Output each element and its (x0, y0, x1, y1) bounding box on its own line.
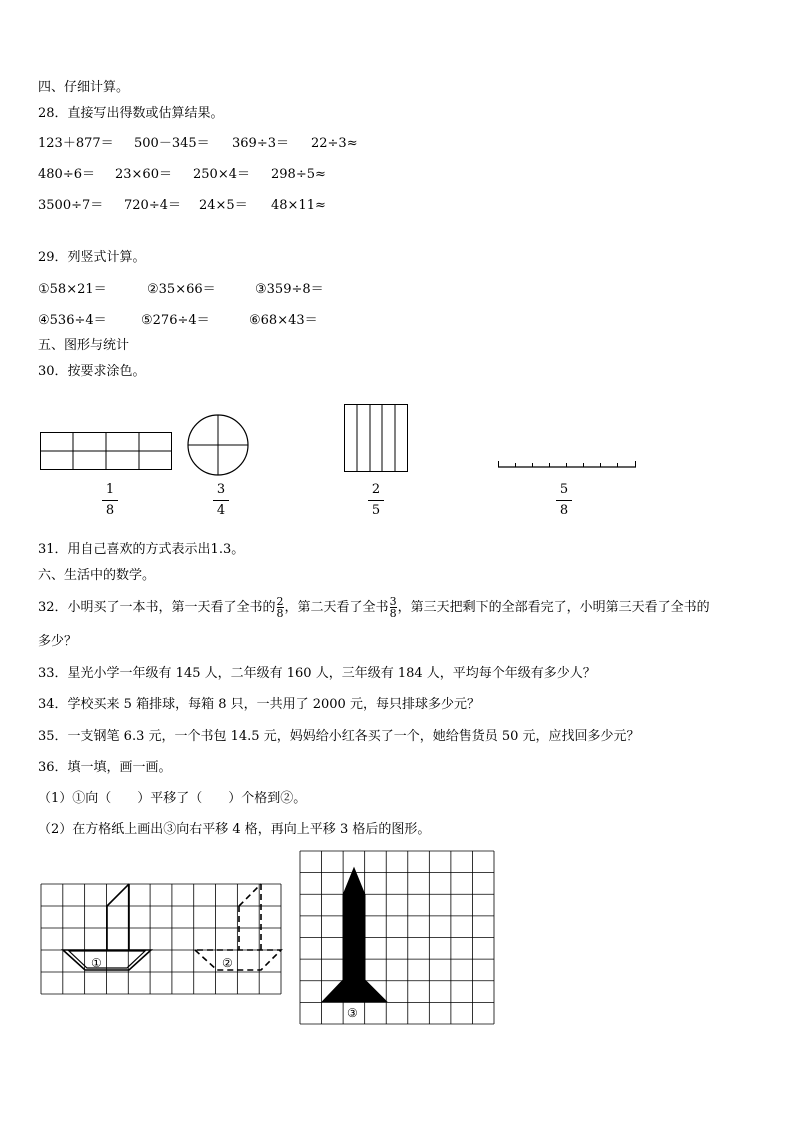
grid-paper-right (300, 851, 494, 1024)
fraction-denominator: 5 (371, 503, 381, 518)
rectangle-8-parts-shape (40, 432, 172, 470)
fraction-numerator: 2 (371, 482, 381, 497)
q28-expr: 369÷3＝ (232, 136, 289, 151)
q36-sub1: （1）①向（ ）平移了（ ）个格到②。 (38, 791, 307, 806)
q28-expr: 500－345＝ (134, 136, 210, 151)
q33-text: 33．星光小学一年级有 145 人，二年级有 160 人，三年级有 184 人，平均每个年级有多少人？ (38, 666, 596, 681)
q31-text: 31．用自己喜欢的方式表示出1.3。 (38, 542, 245, 557)
q29-title: 29．列竖式计算。 (38, 250, 146, 265)
q32-part1: 32．小明买了一本书，第一天看了全书的 (38, 600, 276, 615)
q28-expr: 250×4＝ (193, 167, 250, 182)
q29-expr: ⑥68×43＝ (249, 313, 318, 328)
q28-expr: 298÷5≈ (271, 167, 326, 182)
section-4-heading: 四、仔细计算。 (38, 80, 130, 95)
fraction-denominator: 8 (276, 607, 284, 620)
q32-fraction-2 (390, 596, 397, 619)
boat-shape-1 (63, 884, 151, 970)
shape-label-3: ③ (347, 1006, 358, 1020)
q28-expr: 123＋877＝ (38, 136, 114, 151)
q28-expr: 3500÷7＝ (38, 198, 104, 213)
section-5-heading: 五、图形与统计 (38, 338, 130, 353)
q36-title: 36．填一填，画一画。 (38, 760, 172, 775)
section-6-heading: 六、生活中的数学。 (38, 568, 156, 583)
fraction-numerator: 3 (216, 482, 226, 497)
q28-expr: 480÷6＝ (38, 167, 95, 182)
segment-line-shape (498, 458, 638, 470)
q28-expr: 22÷3≈ (311, 136, 358, 151)
q32-fraction-1 (277, 596, 284, 619)
fraction-denominator: 8 (389, 607, 397, 620)
q28-expr: 48×11≈ (271, 198, 326, 213)
q29-expr: ⑤276÷4＝ (141, 313, 210, 328)
grid-paper-left (41, 884, 281, 994)
shape-label-1: ① (91, 956, 102, 970)
fraction-denominator: 8 (105, 503, 115, 518)
q29-expr: ④536÷4＝ (38, 313, 107, 328)
q28-title: 28．直接写出得数或估算结果。 (38, 106, 224, 121)
q32-text (38, 596, 710, 619)
fraction-denominator: 4 (216, 503, 226, 518)
fraction-label (100, 482, 120, 519)
q29-expr: ②35×66＝ (147, 282, 216, 297)
q32-line2: 多少？ (38, 634, 78, 649)
q29-expr: ①58×21＝ (38, 282, 107, 297)
q28-expr: 720÷4＝ (124, 198, 181, 213)
boat-shape-2-dashed (195, 884, 281, 970)
fraction-numerator: 2 (276, 595, 284, 608)
fraction-label (211, 482, 231, 519)
fraction-numerator: 5 (559, 482, 569, 497)
q28-expr: 23×60＝ (115, 167, 172, 182)
fraction-numerator: 3 (389, 595, 397, 608)
rocket-shape-3 (322, 868, 387, 1002)
q35-text: 35．一支钢笔 6.3 元，一个书包 14.5 元，妈妈给小红各买了一个，她给售货员 50 元，应找回多少元？ (38, 729, 640, 744)
fraction-label (366, 482, 386, 519)
q32-part3: ，第三天把剩下的全部看完了，小明第三天看了全书的 (397, 600, 710, 615)
q36-sub2: （2）在方格纸上画出③向右平移 4 格，再向上平移 3 格后的图形。 (38, 822, 431, 837)
q32-part2: ，第二天看了全书 (284, 600, 389, 615)
rectangle-5-parts-shape (344, 404, 408, 472)
fraction-denominator: 8 (559, 503, 569, 518)
fraction-numerator: 1 (105, 482, 115, 497)
q30-title: 30．按要求涂色。 (38, 364, 146, 379)
q28-expr: 24×5＝ (199, 198, 248, 213)
q34-text: 34．学校买来 5 箱排球，每箱 8 只，一共用了 2000 元，每只排球多少元？ (38, 697, 480, 712)
q29-expr: ③359÷8＝ (255, 282, 324, 297)
shape-label-2: ② (222, 956, 233, 970)
circle-4-parts-shape (187, 414, 249, 476)
fraction-label (554, 482, 574, 519)
